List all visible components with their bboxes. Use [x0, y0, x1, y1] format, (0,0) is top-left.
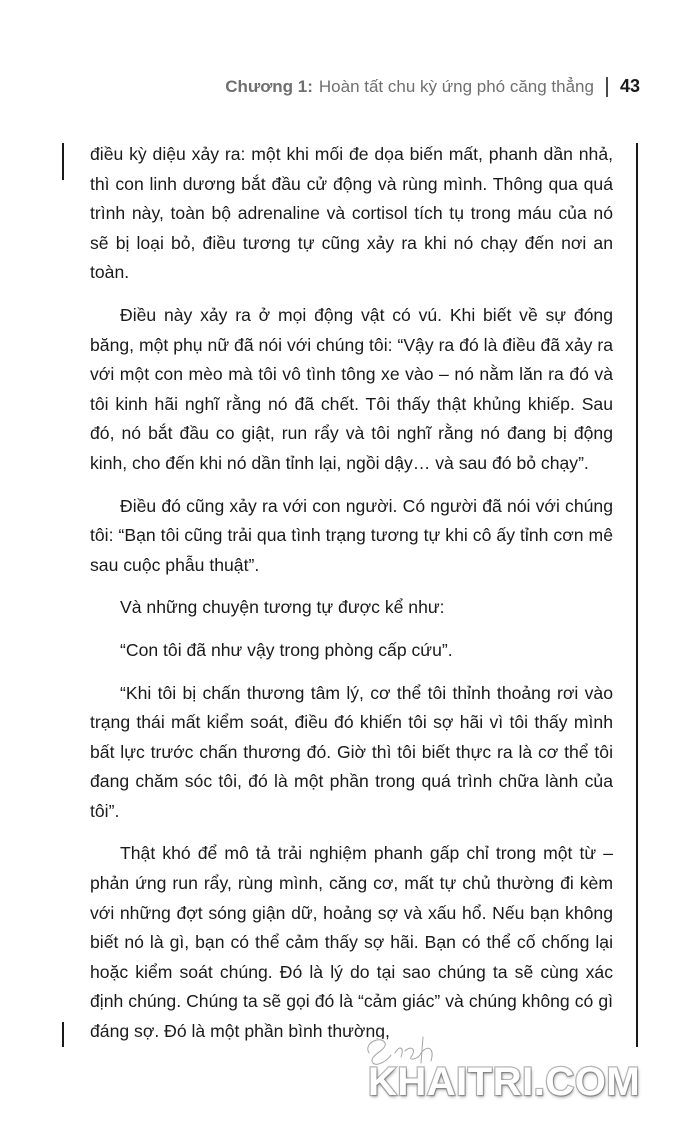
body-text	[90, 140, 613, 1060]
chapter-title: Hoàn tất chu kỳ ứng phó căng thẳng	[318, 76, 594, 96]
watermark-brand: KHAITRI.COM	[368, 1060, 641, 1104]
running-header	[225, 76, 640, 97]
header-separator	[606, 77, 608, 97]
left-margin-rule-bottom	[62, 1022, 64, 1047]
paragraph: Thật khó để mô tả trải nghiệm phanh gấp chỉ trong một từ – phản ứng run rẩy, rùng mình, căng cơ, mất tự chủ thường đi kèm với những đợt sóng giận dữ, hoảng sợ và xấu hổ. Nếu bạn không biết nó là gì, bạn có thể cảm thấy sợ hãi. Bạn có thể cố chống lại hoặc kiểm soát chúng. Đó là lý do tại sao chúng ta sẽ cùng xác định chúng. Chúng ta sẽ gọi đó là “cảm giác” và chúng không có gì đáng sợ. Đó là một phần bình thường,	[90, 843, 613, 1042]
page-number: 43	[619, 76, 640, 96]
paragraph: “Con tôi đã như vậy trong phòng cấp cứu”.	[120, 639, 453, 660]
paragraph: Điều này xảy ra ở mọi động vật có vú. Khi biết về sự đóng băng, một phụ nữ đã nói với chúng tôi: “Vậy ra đó là điều đã xảy ra với một con mèo mà tôi vô tình tông xe vào – nó nằm lăn ra đó và tôi kinh hãi nghĩ rằng nó đã chết. Tôi thấy thật khủng khiếp. Sau đó, nó bắt đầu co giật, run rẩy và tôi nghĩ rằng nó đang bị động kinh, cho đến khi nó dần tỉnh lại, ngồi dậy… và sau đó bỏ chạy”.	[90, 304, 613, 473]
chapter-label: Chương 1:	[225, 76, 313, 96]
paragraph: Điều đó cũng xảy ra với con người. Có người đã nói với chúng tôi: “Bạn tôi cũng trải qua tình trạng tương tự khi cô ấy tỉnh cơn mê sau cuộc phẫu thuật”.	[90, 495, 613, 575]
paragraph: Và những chuyện tương tự được kể như:	[120, 597, 445, 618]
left-margin-rule-top	[62, 143, 64, 180]
paragraph: điều kỳ diệu xảy ra: một khi mối đe dọa biến mất, phanh dần nhả, thì con linh dương bắt đầu cử động và rùng mình. Thông qua quá trình này, toàn bộ adrenaline và cortisol tích tụ trong máu của nó sẽ bị loại bỏ, điều tương tự cũng xảy ra khi nó chạy đến nơi an toàn.	[90, 144, 613, 283]
paragraph: “Khi tôi bị chấn thương tâm lý, cơ thể tôi thỉnh thoảng rơi vào trạng thái mất kiểm soát, điều đó khiến tôi sợ hãi vì tôi thấy mình bất lực trước chấn thương đó. Giờ thì tôi biết thực ra là cơ thể tôi đang chăm sóc tôi, đó là một phần trong quá trình chữa lành của tôi”.	[90, 682, 613, 821]
right-margin-rule	[636, 143, 638, 1047]
